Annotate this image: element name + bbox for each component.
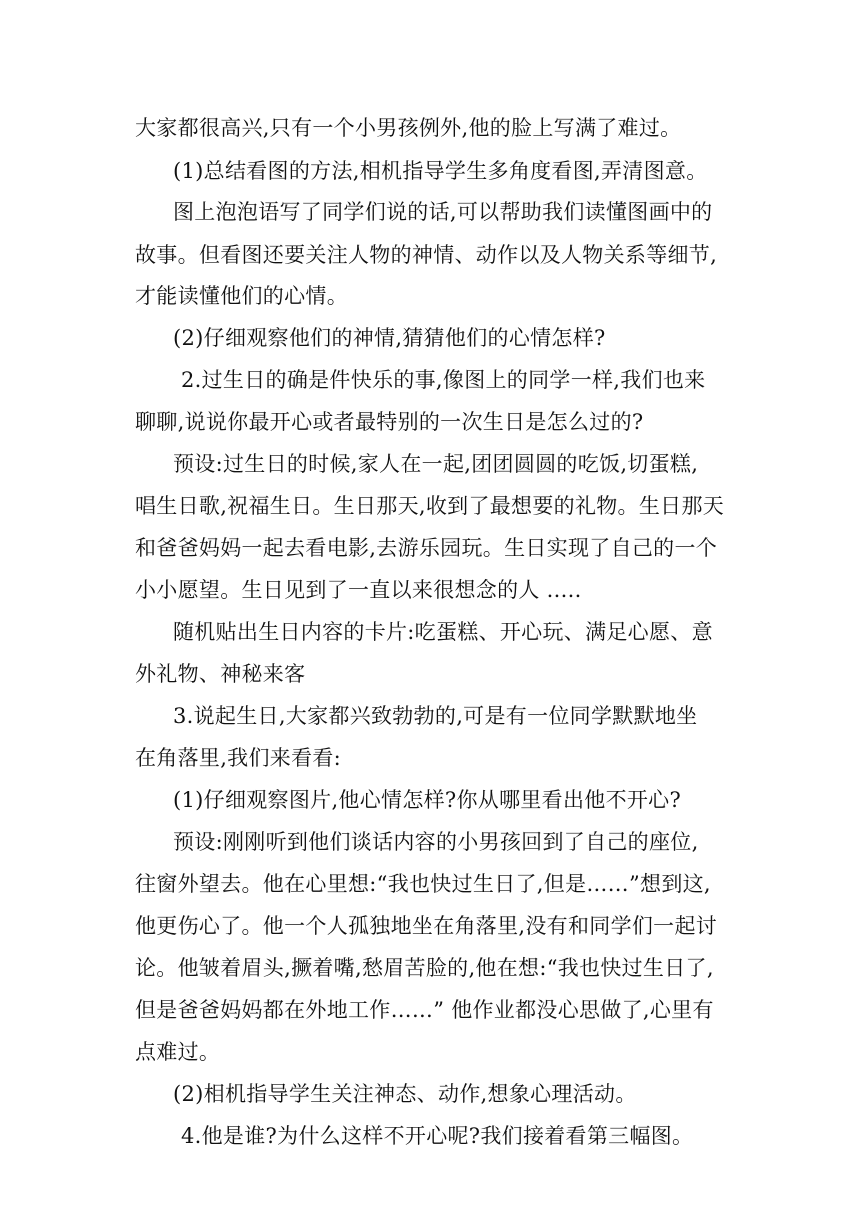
paragraph-line: 预设:过生日的时候,家人在一起,团团圆圆的吃饭,切蛋糕, — [173, 452, 699, 476]
paragraph-line: 预设:刚刚听到他们谈话内容的小男孩回到了自己的座位, — [173, 830, 699, 854]
paragraph-line: 故事。但看图还要关注人物的神情、动作以及人物关系等细节, — [135, 243, 718, 267]
paragraph-line: (2)相机指导学生关注神态、动作,想象心理活动。 — [173, 1082, 637, 1106]
paragraph-line: 小小愿望。生日见到了一直以来很想念的人 ..... — [135, 578, 582, 602]
paragraph-line: 图上泡泡语写了同学们说的话,可以帮助我们读懂图画中的 — [173, 200, 713, 224]
paragraph-line: 点难过。 — [135, 1040, 221, 1064]
paragraph-line: 3.说起生日,大家都兴致勃勃的,可是有一位同学默默地坐 — [173, 704, 698, 728]
paragraph-line: 往窗外望去。他在心里想:“我也快过生日了,但是……”想到这, — [135, 872, 711, 896]
paragraph-line: 大家都很高兴,只有一个小男孩例外,他的脸上写满了难过。 — [135, 116, 682, 140]
paragraph-line: (1)仔细观察图片,他心情怎样?你从哪里看出他不开心? — [173, 788, 682, 812]
paragraph-line: 聊聊,说说你最开心或者最特别的一次生日是怎么过的? — [135, 410, 644, 434]
paragraph-line: 2.过生日的确是件快乐的事,像图上的同学一样,我们也来 — [181, 368, 706, 392]
paragraph-line: (1)总结看图的方法,相机指导学生多角度看图,弄清图意。 — [173, 159, 708, 183]
paragraph-line: 外礼物、神秘来客 — [135, 662, 306, 686]
paragraph-line: 才能读懂他们的心情。 — [135, 284, 348, 308]
paragraph-line: 唱生日歌,祝福生日。生日那天,收到了最想要的礼物。生日那天 — [135, 494, 725, 518]
paragraph-line: 他更伤心了。他一个人孤独地坐在角落里,没有和同学们一起讨 — [135, 914, 718, 938]
paragraph-line: 但是爸爸妈妈都在外地工作……” 他作业都没心思做了,心里有 — [135, 998, 714, 1022]
paragraph-line: 论。他皱着眉头,撅着嘴,愁眉苦脸的,他在想:“我也快过生日了, — [135, 956, 714, 980]
paragraph-line: 和爸爸妈妈一起去看电影,去游乐园玩。生日实现了自己的一个 — [135, 536, 718, 560]
paragraph-line: 随机贴出生日内容的卡片:吃蛋糕、开心玩、满足心愿、意 — [173, 620, 713, 644]
paragraph-line: (2)仔细观察他们的神情,猜猜他们的心情怎样? — [173, 326, 606, 350]
paragraph-line: 在角落里,我们来看看: — [135, 746, 342, 770]
paragraph-line: 4.他是谁?为什么这样不开心呢?我们接着看第三幅图。 — [181, 1124, 694, 1148]
